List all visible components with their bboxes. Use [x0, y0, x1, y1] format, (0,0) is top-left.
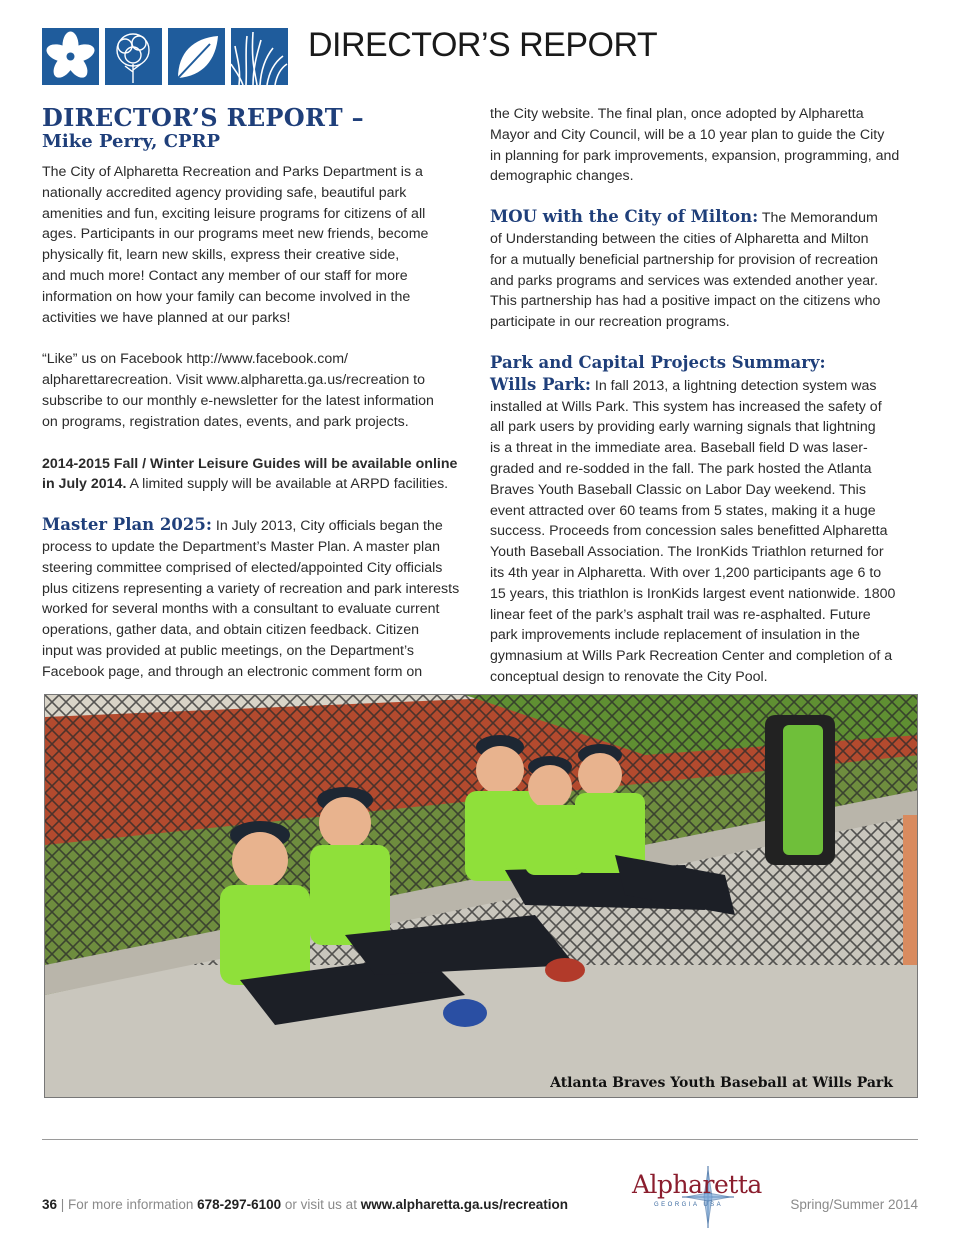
- parks-heading: Park and Capital Projects Summary:: [490, 352, 826, 372]
- leaf-icon: [168, 28, 225, 85]
- photo-caption: Atlanta Braves Youth Baseball at Wills Park: [550, 1075, 893, 1091]
- flower-icon: [42, 28, 99, 85]
- facebook-paragraph: “Like” us on Facebook http://www.facebook.com/ alpharettarecreation. Visit www.alpharetta.ga.us/recreation to subscribe to our monthly e-newsletter for the latest information on programs, registration dates, events, and park projects.: [42, 351, 434, 430]
- team-photo: [44, 694, 918, 1098]
- logo-text: Alpharetta: [632, 1170, 762, 1199]
- logo-subtext: GEORGIA USA: [654, 1202, 724, 1208]
- left-column: [42, 104, 472, 683]
- wills-park-heading: Wills Park:: [490, 374, 591, 394]
- photo-illustration: [45, 695, 918, 1098]
- website-link[interactable]: www.alpharetta.ga.us/recreation: [360, 1197, 569, 1212]
- header-icons: [42, 28, 288, 85]
- tree-icon: [105, 28, 162, 85]
- phone-number: 678-297-6100: [197, 1197, 282, 1212]
- intro-paragraph: The City of Alpharetta Recreation and Parks Department is a nationally accredited agency providing safe, beautiful park amenities and fun, exciting leisure programs for citizens of all ages. Participants in our programs meet new friends, become physically fit, learn new skills, express their creative side, and much more! Contact any member of our staff for more information on how your family can become involved in the activities we have planned at our parks!: [42, 164, 429, 326]
- mou-heading: MOU with the City of Milton:: [490, 207, 759, 227]
- right-column: [490, 104, 920, 688]
- page-title: DIRECTOR’S REPORT: [308, 26, 658, 64]
- parks-paragraph: Park and Capital Projects Summary: Wills Park: In fall 2013, a lightning detection system was installed at Wills Park. This system has increased the safety of all park users by providing early warning signals that lightning is a threat in the immediate area. Baseball field D was laser- graded and re-sodded in the fall. The park hosted the Atlanta Braves Youth Baseball Classic on Labor Day weekend. This event attracted over 60 teams from 5 states, making it a huge success. Proceeds from concession sales benefitted Alpharetta Youth Baseball Association. The IronKids Triathlon returned for its 4th year in Alpharetta. With over 1,200 participants age 6 to 15 years, this triathlon is IronKids largest event nationwide. 1800 linear feet of the park’s asphalt trail was re-asphalted. Future park improvements include replacement of insulation in the gymnasium at Wills Park Recreation Center and completion of a conceptual design to renovate the City Pool.: [490, 352, 896, 685]
- alpharetta-logo: [624, 1162, 762, 1232]
- footer-info: 36 | For more information 678-297-6100 or visit us at www.alpharetta.ga.us/recreation: [42, 1197, 569, 1212]
- page-number: 36: [42, 1197, 58, 1212]
- mou-paragraph: MOU with the City of Milton: The Memorandum of Understanding between the cities of Alpharetta and Milton for a mutually beneficial partnership for provision of recreation and parks programs and services was extended another year. This partnership has had a positive impact on the citizens who participate in our recreation programs.: [490, 207, 881, 331]
- footer-divider: [42, 1139, 918, 1140]
- season-label: Spring/Summer 2014: [790, 1197, 918, 1212]
- master-plan-continued: the City website. The final plan, once adopted by Alpharetta Mayor and City Council, will be a 10 year plan to guide the City in planning for park improvements, expansion, programming, and demographic changes.: [490, 106, 900, 185]
- report-subtitle: Mike Perry, CPRP: [42, 131, 221, 152]
- guides-paragraph: 2014-2015 Fall / Winter Leisure Guides will be available online in July 2014. A limited supply will be available at ARPD facilities.: [42, 455, 458, 493]
- master-plan-heading: Master Plan 2025:: [42, 515, 212, 535]
- grass-icon: [231, 28, 288, 85]
- report-title: DIRECTOR’S REPORT –: [42, 103, 364, 132]
- master-plan-paragraph: Master Plan 2025: In July 2013, City officials began the process to update the Department’s Master Plan. A master plan steering committee comprised of elected/appointed City officials plus citizens representing a variety of recreation and park interests worked for several months with a consultant to evaluate current operations, gather data, and obtain citizen feedback. Citizen input was provided at public meetings, on the Department’s Facebook page, and through an electronic comment form on: [42, 515, 460, 680]
